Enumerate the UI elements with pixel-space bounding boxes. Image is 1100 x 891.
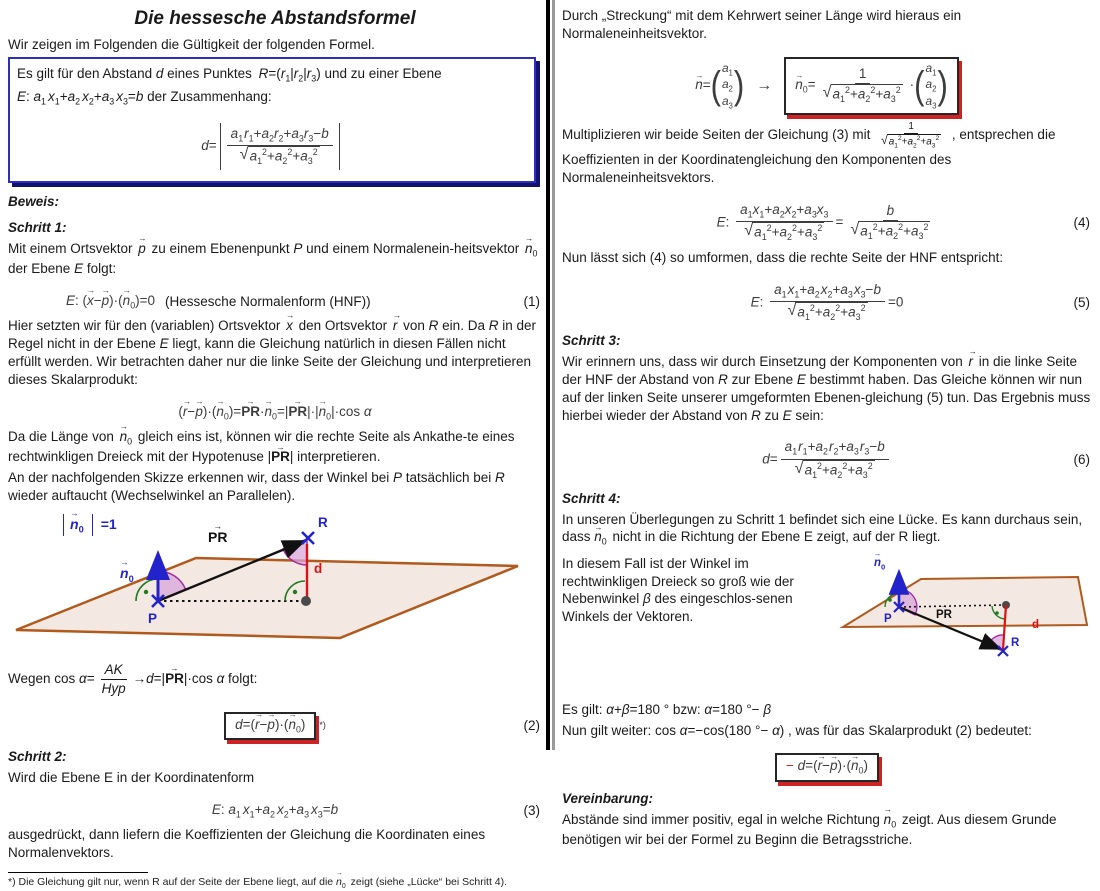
column-divider	[546, 0, 558, 750]
paragraph-es-gilt: Es gilt: α+β=180 ° bzw: α=180 °− β	[562, 701, 772, 717]
heading-schritt-2: Schritt 2:	[8, 748, 67, 764]
paragraph-einsetzen: Hier setzten wir für den (variablen) Ortsvektor x → den Ortsvektor r → von R ein. Da R in der Regel nicht in der Ebene E liegt, kann die Gleichung natürlich in diesen Fällen nicht erfüllt werden. Wir betrachten daher nur die linke Seite der Gleichung und interpretieren dieses Skalarprodukt:	[8, 317, 542, 388]
formula-theorem-box	[8, 57, 536, 183]
footnote-rule	[8, 872, 148, 873]
boxed-formula-2	[224, 712, 316, 740]
heading-vereinbarung: Vereinbarung:	[562, 790, 654, 806]
divider-black-bar	[546, 0, 550, 750]
heading-schritt-1: Schritt 1:	[8, 219, 67, 235]
label-pr-vector-2: PR →	[936, 608, 952, 623]
equation-4-number: (4)	[1073, 214, 1090, 230]
equation-5-math: E: $a_1x_1+a_2x_2+a_3x_3-b$ √ $a_1^2+a_2^2+a_3^2$ =0	[750, 281, 904, 323]
boxed-unit-normal	[784, 57, 959, 115]
page-title: Die hessesche Abstandsformel	[134, 8, 416, 29]
boxed-formula-2-math: $d=(r \to-p \to)\cdot(n \to_0)$	[235, 717, 305, 732]
figure-plane-distance	[8, 508, 532, 658]
equation-4-math: E: $a_1x_1+a_2x_2+a_3x_3$ √ $a_1^2+a_2^2+a_3^2$ = b √ $a_1^2+a_2^2+a_3^2$	[716, 201, 929, 243]
paragraph-koordinatenform: Wird die Ebene E in der Koordinatenform	[8, 769, 255, 785]
paragraph-wegen: Wegen cos α= $\frac{AK}{\text{Hyp}}$ →d=|PR →|·cos α folgt:	[8, 661, 542, 698]
paragraph-nun-gilt: Nun gilt weiter: cos α=−cos(180 °− α) , was für das Skalarprodukt (2) bedeutet:	[562, 722, 1032, 738]
label-n0-norm: $n \to_0 =1$	[60, 514, 117, 536]
boxed-minus-d	[775, 753, 879, 781]
paragraph-ankathete: Da die Länge von $n \to_0$ gleich eins ist, können wir die rechte Seite als Ankathe-te eines rechtwinkligen Dreieck mit der Hypotenuse |PR →| interpretieren.	[8, 428, 542, 466]
boxed-unit-normal-math: $n \to_0=$ 1 √ $a_1^2+a_2^2+a_3^2$ · ( $a_1$ $a_2$ $a_3$ )	[795, 77, 948, 92]
footnote-marker: *)	[319, 719, 326, 730]
right-angle-dot-at-foot-2	[995, 611, 999, 615]
theorem-line-1: Es gilt für den Abstand d eines Punktes $R=(r_1|r_2|r_3)$ und zu einer Ebene	[17, 65, 442, 84]
equation-6-number: (6)	[1073, 452, 1090, 468]
equation-5-number: (5)	[1073, 294, 1090, 310]
label-distance-d-2: d	[1032, 618, 1040, 631]
left-column	[8, 4, 542, 891]
paragraph-umformen: Nun lässt sich (4) so umformen, dass die rechte Seite der HNF entspricht:	[562, 250, 1004, 266]
footnote-text: *) Die Gleichung gilt nur, wenn R auf der Seite der Ebene liegt, auf die $n \to_0$ zeigt (siehe „Lücke“ bei Schritt 4).	[8, 876, 542, 891]
right-column	[562, 4, 1092, 852]
figure-2-svg	[836, 554, 1092, 696]
intro-paragraph: Wir zeigen im Folgenden die Gültigkeit der folgenden Formel.	[8, 37, 375, 53]
equation-5	[562, 272, 1092, 324]
heading-beweis: Beweis:	[8, 194, 60, 210]
maps-to-arrow: →	[756, 77, 773, 95]
label-n0-vector: $n \to_0$	[120, 564, 134, 585]
paragraph-skizze: An der nachfolgenden Skizze erkennen wir, dass der Winkel bei P tatsächlich bei R wieder auftaucht (Wechselwinkel an Parallelen).	[8, 470, 505, 504]
paragraph-nebenwinkel: In diesem Fall ist der Winkel im rechtwinkligen Dreieck so groß wie der Nebenwinkel β des eingeschlos-senen Winkels der Vektoren.	[562, 555, 794, 625]
theorem-line-2: E: $a_1$ $x_1+a_2$ $x_2+a_3$ $x_3=b$ der Zusammenhang:	[17, 89, 272, 108]
equation-1-math: E: $(x \to-p \to)\cdot(n \to_0)=0$	[66, 292, 155, 312]
label-point-p: P	[148, 610, 158, 626]
equation-normaleneinheitsvektor	[562, 48, 1092, 115]
heading-schritt-3: Schritt 3:	[562, 333, 621, 349]
paragraph-schritt1-intro: Mit einem Ortsvektor p → zu einem Ebenenpunkt P und einem Normalenein-heitsvektor $n \to_0$ der Ebene E folgt:	[8, 240, 542, 278]
paragraph-streckung: Durch „Streckung“ mit dem Kehrwert seiner Länge wird hieraus ein Normaleneinheitsvektor.	[562, 8, 962, 41]
equation-2	[8, 703, 542, 740]
paragraph-erinnern: Wir erinnern uns, dass wir durch Einsetzung der Komponenten von r → in die linke Seite der HNF der Abstand von R zur Ebene E bestimmt haben. Das Gleiche können wir nun auf der linken Seite unserer umgeformten Ebenen-gleichung (5) tun. Das Ergebnis muss hierbei wieder der Abstand von R zu E sein:	[562, 353, 1092, 424]
equation-1-number: (1)	[523, 294, 540, 310]
equation-minus-d	[562, 744, 1092, 781]
distance-formula-math: d= $a_1r_1+a_2r_2+a_3r_3-b$ √ $a_1^2+a_2^2+a_3^2$	[201, 123, 342, 170]
paragraph-normalenvektor: ausgedrückt, dann liefern die Koeffizienten der Gleichung die Koordinaten eines Normalenvektors.	[8, 827, 486, 860]
label-point-r: R	[318, 514, 328, 530]
right-angle-dot-at-p	[144, 590, 148, 594]
equation-3	[8, 792, 542, 821]
point-r-cross	[302, 532, 314, 544]
paragraph-betragsstriche: Abstände sind immer positiv, egal in welche Richtung $n \to_0$ zeigt. Aus diesem Grunde benötigen wir bei der Formel zu Beginn die Betragsstriche.	[562, 811, 1092, 849]
boxed-minus-d-math: − $d=(r \to-p \to)\cdot(n \to_0)$	[786, 758, 868, 773]
distance-formula	[17, 114, 527, 170]
figure-plane-below	[836, 554, 1092, 696]
paragraph-multiplizieren: Multiplizieren wir beide Seiten der Gleichung (3) mit 1 √ $a_1^2+a_2^2+a_3^2$ , entsprechen die Koeffizienten in der Koordinatengleichung den Komponenten des Normaleneinheitsvektors.	[562, 120, 1056, 185]
plane-surface-2	[843, 577, 1087, 627]
plane-surface	[16, 558, 518, 638]
label-point-p-2: P	[884, 612, 892, 625]
equation-skalarprodukt	[8, 394, 542, 423]
figure-2-row	[562, 552, 1092, 698]
equation-4	[562, 192, 1092, 244]
equation-3-math: E: $a_1$ $x_1+a_2$ $x_2+a_3$ $x_3=b$	[211, 801, 339, 820]
equation-6	[562, 429, 1092, 481]
equation-6-math: d= $a_1r_1+a_2r_2+a_3r_3-b$ √ $a_1^2+a_2^2+a_3^2$	[762, 438, 891, 481]
equation-3-number: (3)	[523, 802, 540, 818]
right-angle-dot-at-foot	[293, 590, 297, 594]
equation-skalarprodukt-math: $(r \to-p \to)\cdot(n \to_0)=PR \to\cdot n \to_0=|PR \to|\cdot|n \to_0|\cdot\cos$ α	[178, 403, 371, 423]
equation-1-note: (Hessesche Normalenform (HNF))	[165, 294, 371, 310]
normalvector-lead: n →= ( $a_1$ $a_2$ $a_3$ )	[695, 61, 744, 111]
label-point-r-2: R	[1011, 636, 1020, 649]
label-n0-vector-2: $n \to_0$	[874, 556, 885, 572]
divider-gray-bar	[552, 0, 555, 750]
label-distance-d: d	[314, 560, 323, 576]
heading-schritt-4: Schritt 4:	[562, 490, 621, 506]
equation-2-number: (2)	[523, 717, 540, 733]
paragraph-luecke: In unseren Überlegungen zu Schritt 1 befindet sich eine Lücke. Es kann durchaus sein, dass $n \to_0$ nicht in die Richtung der Ebene E zeigt, auf der R liegt.	[562, 511, 1092, 549]
foot-point	[301, 596, 311, 606]
label-pr-vector: PR →	[208, 528, 227, 546]
right-angle-dot-at-p2	[888, 598, 892, 602]
equation-1	[8, 283, 542, 312]
